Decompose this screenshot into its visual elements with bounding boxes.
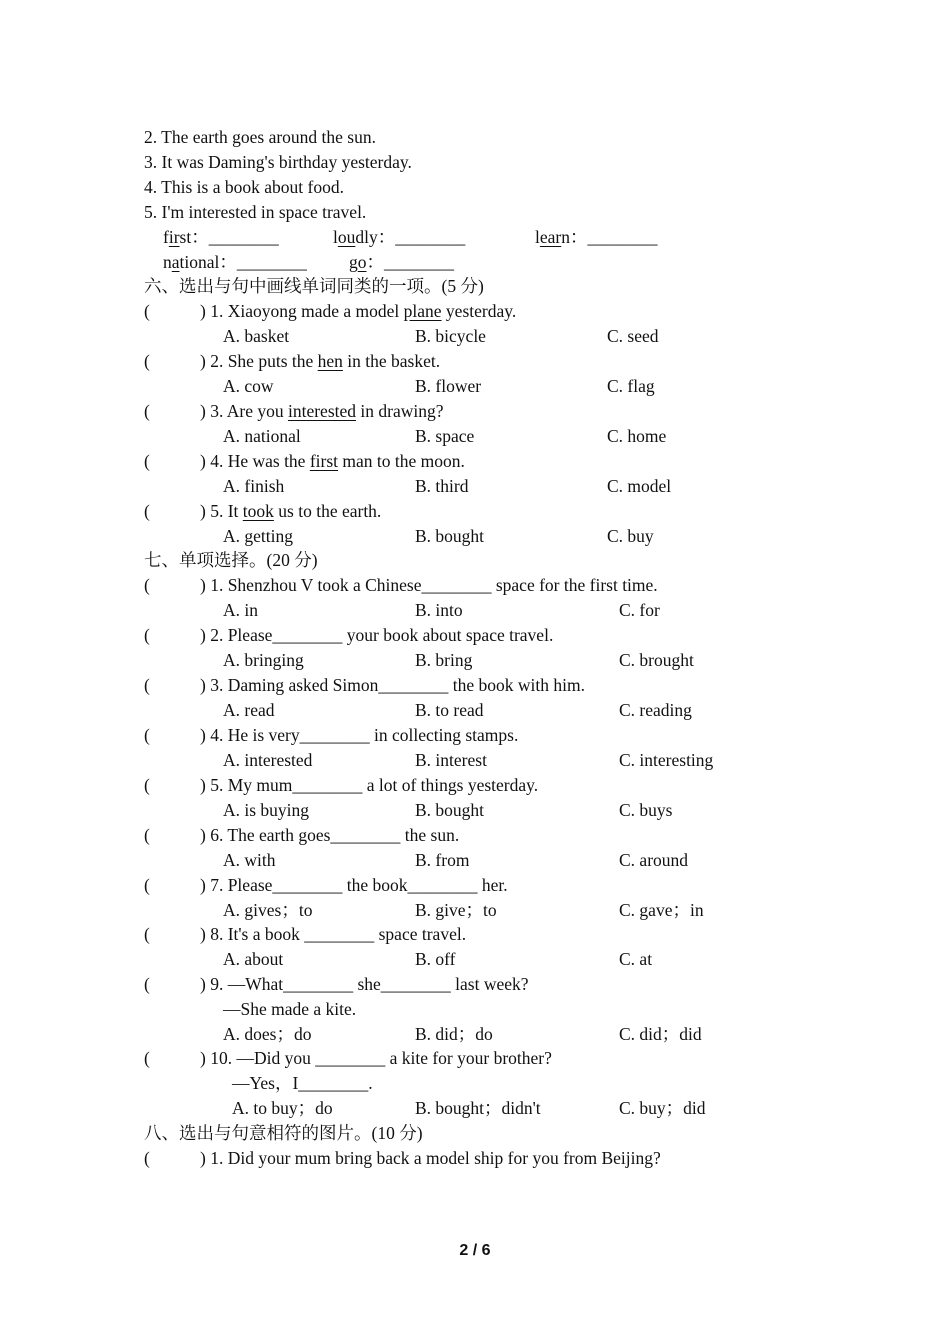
s6-q2-option-b: B. flower — [415, 376, 482, 396]
s7-q4-option-a: A. interested — [223, 750, 313, 770]
answer-blank[interactable]: ________ — [587, 227, 658, 247]
s6-q5-option-a: A. getting — [223, 526, 293, 546]
s7-q10-option-a: A. to buy；do — [232, 1098, 333, 1118]
s7-question-7: ( ) 7. Please________ the book________ her. — [144, 875, 508, 895]
s7-q4-option-b: B. interest — [415, 750, 487, 770]
s6-question-4: ( ) 4. He was the first man to the moon. — [144, 451, 465, 471]
s7-q1-option-c: C. for — [619, 600, 660, 620]
s7-q8-option-b: B. off — [415, 949, 456, 969]
s7-q2-option-b: B. bring — [415, 650, 473, 670]
s7-q3-option-b: B. to read — [415, 700, 484, 720]
s7-q7-option-c: C. gave；in — [619, 900, 704, 920]
s6-q3-option-b: B. space — [415, 426, 475, 446]
s7-q3-option-a: A. read — [223, 700, 275, 720]
s6-q4-option-a: A. finish — [223, 476, 285, 496]
s6-question-5: ( ) 5. It took us to the earth. — [144, 501, 382, 521]
sentence-5: 5. I'm interested in space travel. — [144, 202, 367, 222]
s7-q1-option-a: A. in — [223, 600, 258, 620]
s7-q9-option-c: C. did；did — [619, 1024, 702, 1044]
phonics-first: first：________ — [163, 227, 279, 247]
s7-question-8: ( ) 8. It's a book ________ space travel. — [144, 924, 467, 944]
s7-q7-option-b: B. give；to — [415, 900, 497, 920]
s7-question-3: ( ) 3. Daming asked Simon________ the book with him. — [144, 675, 585, 695]
s6-q1-option-a: A. basket — [223, 326, 290, 346]
s7-q4-option-c: C. interesting — [619, 750, 714, 770]
s7-q6-option-c: C. around — [619, 850, 689, 870]
s7-q5-option-a: A. is buying — [223, 800, 310, 820]
s7-q9-option-b: B. did；do — [415, 1024, 493, 1044]
s6-question-3: ( ) 3. Are you interested in drawing? — [144, 401, 444, 421]
answer-blank[interactable]: ________ — [384, 252, 454, 272]
s8-question-1: ( ) 1. Did your mum bring back a model ship for you from Beijing? — [144, 1148, 661, 1168]
s7-q7-option-a: A. gives；to — [223, 900, 313, 920]
s6-q2-option-a: A. cow — [223, 376, 274, 396]
s7-q2-option-c: C. brought — [619, 650, 694, 670]
s7-question-6: ( ) 6. The earth goes________ the sun. — [144, 825, 460, 845]
s6-q4-option-c: C. model — [607, 476, 672, 496]
section-6-title: 六、选出与句中画线单词同类的一项。(5 分) — [144, 276, 484, 296]
s7-q5-option-c: C. buys — [619, 800, 673, 820]
s7-q9-option-a: A. does；do — [223, 1024, 312, 1044]
phonics-national: national：________ — [163, 252, 307, 272]
s6-q2-option-c: C. flag — [607, 376, 655, 396]
s7-q8-option-a: A. about — [223, 949, 284, 969]
s7-question-10: ( ) 10. —Did you ________ a kite for your brother? — [144, 1048, 552, 1068]
answer-blank[interactable]: ________ — [236, 252, 307, 272]
answer-blank[interactable]: ________ — [395, 227, 466, 247]
sentence-3: 3. It was Daming's birthday yesterday. — [144, 152, 412, 172]
sentence-2: 2. The earth goes around the sun. — [144, 127, 376, 147]
s7-question-4: ( ) 4. He is very________ in collecting stamps. — [144, 725, 519, 745]
phonics-loudly: loudly：________ — [333, 227, 466, 247]
s7-q10-option-c: C. buy；did — [619, 1098, 706, 1118]
s7-q10-option-b: B. bought；didn't — [415, 1098, 541, 1118]
s7-q2-option-a: A. bringing — [223, 650, 304, 670]
s7-question-5: ( ) 5. My mum________ a lot of things yesterday. — [144, 775, 539, 795]
s7-q9-answer-line: —She made a kite. — [223, 999, 357, 1019]
section-7-title: 七、单项选择。(20 分) — [144, 550, 318, 570]
s7-question-1: ( ) 1. Shenzhou V took a Chinese________ space for the first time. — [144, 575, 658, 595]
s7-q8-option-c: C. at — [619, 949, 653, 969]
s7-q5-option-b: B. bought — [415, 800, 485, 820]
s6-q3-option-a: A. national — [223, 426, 301, 446]
s7-question-9: ( ) 9. —What________ she________ last week? — [144, 974, 529, 994]
s6-question-2: ( ) 2. She puts the hen in the basket. — [144, 351, 441, 371]
s6-q1-option-c: C. seed — [607, 326, 659, 346]
s6-q5-option-c: C. buy — [607, 526, 654, 546]
answer-blank[interactable]: ________ — [208, 227, 279, 247]
s6-q3-option-c: C. home — [607, 426, 667, 446]
s6-q1-option-b: B. bicycle — [415, 326, 486, 346]
s7-q10-answer-line: —Yes，I________. — [232, 1073, 373, 1093]
phonics-learn: learn：________ — [535, 227, 658, 247]
s6-question-1: ( ) 1. Xiaoyong made a model plane yesterday. — [144, 301, 517, 321]
s7-q3-option-c: C. reading — [619, 700, 692, 720]
s7-question-2: ( ) 2. Please________ your book about space travel. — [144, 625, 554, 645]
sentence-4: 4. This is a book about food. — [144, 177, 344, 197]
s7-q6-option-b: B. from — [415, 850, 470, 870]
s7-q6-option-a: A. with — [223, 850, 276, 870]
section-8-title: 八、选出与句意相符的图片。(10 分) — [144, 1123, 423, 1143]
s6-q5-option-b: B. bought — [415, 526, 485, 546]
phonics-go: go：________ — [349, 252, 454, 272]
s7-q1-option-b: B. into — [415, 600, 463, 620]
page-number: 2 / 6 — [459, 1242, 491, 1259]
s6-q4-option-b: B. third — [415, 476, 469, 496]
